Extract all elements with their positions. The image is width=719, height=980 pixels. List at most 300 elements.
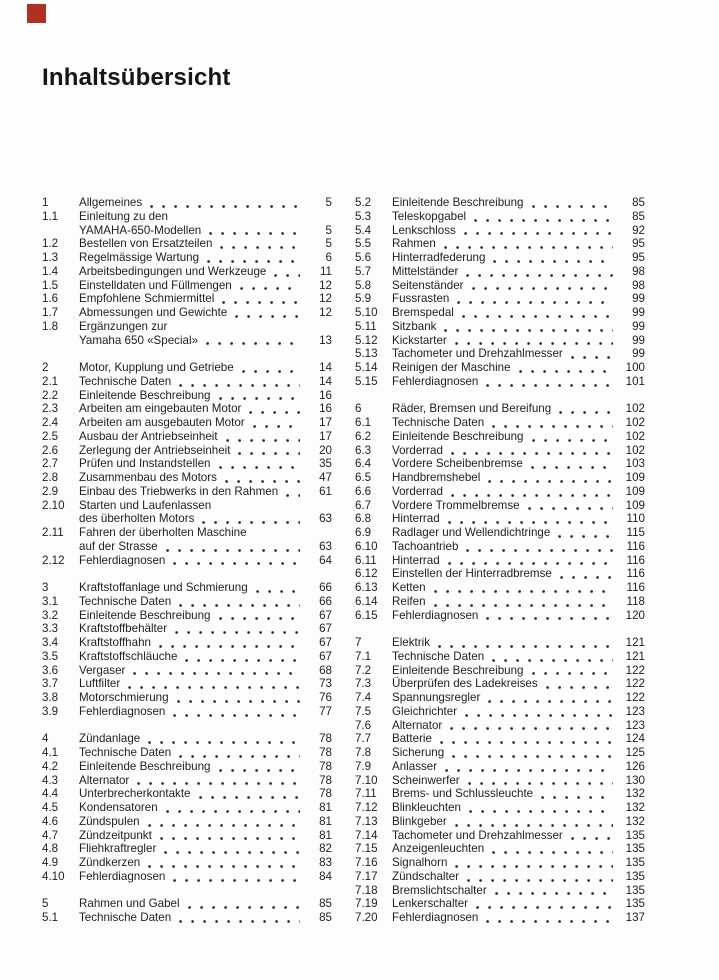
entry-page-number: 115 [626, 526, 645, 539]
toc-entry-row [355, 732, 645, 746]
entry-title: Fehlerdiagnosen [392, 374, 479, 388]
entry-title: Allgemeines [79, 196, 143, 209]
entry-page-number: 14 [319, 361, 332, 374]
dot-leader [220, 246, 300, 249]
toc-entry-row [42, 746, 332, 760]
toc-entry-row [42, 402, 332, 416]
dot-leader [492, 425, 613, 428]
toc-entry-row [42, 457, 332, 471]
entry-page-number: 78 [319, 759, 332, 773]
entry-number: 6.14 [355, 594, 378, 608]
entry-number: 7.12 [355, 801, 378, 814]
toc-entry-row [42, 375, 332, 389]
entry-title: Einleitung zu den [79, 209, 168, 223]
toc-entry-row [355, 677, 645, 691]
entry-page-number: 85 [632, 209, 645, 223]
toc-entry-row [355, 856, 645, 870]
dot-leader [150, 205, 300, 208]
entry-number: 6 [355, 402, 362, 416]
entry-page-number: 102 [625, 416, 645, 429]
dot-leader [559, 411, 613, 414]
entry-page-number: 121 [625, 636, 645, 649]
entry-number: 3.4 [42, 636, 59, 649]
toc-entry-row [355, 746, 645, 760]
dot-leader [185, 659, 300, 662]
dot-leader [444, 246, 613, 249]
toc-entry-row [355, 540, 645, 554]
entry-number: 3.2 [42, 608, 59, 622]
toc-entry-row [42, 292, 332, 306]
dot-leader [173, 879, 300, 882]
entry-number: 6.1 [355, 416, 372, 429]
toc-section-left-0 [42, 196, 332, 347]
entry-page-number: 109 [625, 498, 645, 512]
toc-entry-row [42, 650, 332, 664]
toc-entry-row [42, 705, 332, 719]
entry-number: 6.11 [355, 553, 377, 567]
toc-entry-row [42, 471, 332, 485]
entry-title: Hinterrad [392, 512, 440, 526]
dot-leader [179, 604, 300, 607]
entry-title: Bremspedal [392, 306, 454, 319]
entry-title: Handbremshebel [392, 471, 481, 484]
toc-entry-row [355, 650, 645, 664]
entry-number: 2.5 [42, 429, 59, 443]
toc-entry-row [355, 801, 645, 815]
entry-page-number: 98 [632, 264, 645, 278]
entry-number: 7.15 [355, 842, 378, 856]
entry-title: Kraftstoffschläuche [79, 649, 178, 663]
entry-title: Zündzeitpunkt [79, 828, 152, 842]
entry-title: Fehlerdiagnosen [79, 704, 166, 718]
entry-page-number: 67 [319, 649, 332, 663]
dot-leader [476, 906, 613, 909]
entry-number: 2 [42, 361, 49, 374]
entry-title: Anlasser [392, 759, 438, 773]
toc-entry-row [42, 691, 332, 705]
toc-section-left-4 [42, 897, 332, 925]
entry-number: 3.8 [42, 691, 59, 704]
entry-title: Sicherung [392, 746, 445, 759]
entry-number: 2.8 [42, 471, 59, 484]
entry-title: Prüfen und Instandstellen [79, 457, 211, 471]
entry-number: 3.7 [42, 677, 59, 691]
entry-title: Reifen [392, 594, 426, 608]
entry-page-number: 125 [625, 746, 645, 759]
entry-page-number: 124 [625, 732, 645, 746]
dot-leader [465, 714, 613, 717]
entry-page-number: 101 [625, 374, 645, 388]
dot-leader [438, 645, 613, 648]
entry-title: Rahmen [392, 237, 436, 251]
entry-page-number: 64 [319, 553, 332, 567]
entry-number: 6.13 [355, 581, 378, 594]
entry-title: Starten und Laufenlassen [79, 498, 212, 512]
dot-leader [148, 824, 300, 827]
toc-entry-row [355, 705, 645, 719]
entry-page-number: 92 [632, 223, 645, 237]
toc-entry-row [42, 237, 332, 251]
dot-leader [531, 466, 613, 469]
toc-section-right-2 [355, 636, 645, 925]
entry-title: Kraftstoffanlage und Schmierung [79, 581, 248, 594]
entry-page-number: 78 [319, 787, 332, 801]
toc-column-right [355, 196, 645, 925]
dot-leader [207, 260, 300, 263]
entry-page-number: 99 [632, 306, 645, 319]
entry-number: 3 [42, 581, 49, 594]
entry-title: Unterbrecherkontakte [79, 787, 191, 801]
entry-title: Vergaser [79, 663, 126, 677]
dot-leader [179, 755, 300, 758]
dot-leader [434, 590, 613, 593]
entry-page-number: 132 [625, 787, 645, 801]
dot-leader [448, 562, 613, 565]
entry-title: Vorderrad [392, 484, 443, 498]
entry-page-number: 78 [319, 773, 332, 787]
dot-leader [451, 494, 613, 497]
entry-page-number: 135 [625, 869, 645, 883]
entry-page-number: 14 [319, 374, 332, 388]
entry-number: 5.13 [355, 347, 378, 361]
dot-leader [532, 672, 614, 675]
dot-leader [219, 769, 301, 772]
entry-page-number: 99 [632, 333, 645, 347]
entry-page-number: 68 [319, 663, 332, 677]
toc-entry-row [355, 320, 645, 334]
toc-entry-row [42, 512, 332, 526]
dot-leader [455, 342, 613, 345]
entry-page-number: 82 [319, 842, 332, 856]
toc-entry-row [42, 760, 332, 774]
dot-leader [219, 617, 301, 620]
toc-entry-row [42, 430, 332, 444]
entry-title: Sitzbank [392, 319, 437, 333]
entry-page-number: 123 [625, 704, 645, 718]
entry-number: 2.12 [42, 553, 65, 567]
dot-leader [222, 301, 300, 304]
toc-entry-row [355, 760, 645, 774]
entry-title: Fahren der überholten Maschine [79, 526, 247, 539]
entry-page-number: 12 [319, 278, 332, 292]
toc-entry-row [355, 774, 645, 788]
toc-entry-row [355, 251, 645, 265]
entry-number: 5.3 [355, 209, 372, 223]
dot-leader [455, 865, 613, 868]
entry-page-number: 67 [319, 636, 332, 649]
dot-leader [528, 507, 613, 510]
toc-entry-row [355, 595, 645, 609]
toc-entry-row [42, 554, 332, 568]
entry-title: Luftfilter [79, 677, 121, 691]
entry-title: Reinigen der Maschine [392, 361, 511, 374]
dot-leader [546, 686, 613, 689]
entry-page-number: 84 [319, 869, 332, 883]
toc-entry-row [42, 897, 332, 911]
entry-number: 6.4 [355, 457, 372, 471]
entry-title: Scheinwerfer [392, 773, 460, 787]
entry-title: Alternator [392, 718, 443, 732]
entry-page-number: 85 [319, 911, 332, 924]
entry-number: 6.7 [355, 498, 372, 512]
entry-title: Arbeiten am eingebauten Motor [79, 402, 242, 416]
entry-title: Seitenständer [392, 278, 464, 292]
toc-entry-row [355, 334, 645, 348]
toc-entry-row [355, 911, 645, 925]
entry-page-number: 95 [632, 251, 645, 264]
entry-number: 6.8 [355, 512, 372, 526]
entry-number: 1.1 [42, 209, 59, 223]
entry-page-number: 120 [625, 608, 645, 622]
toc-entry-row [42, 389, 332, 403]
dot-leader [452, 755, 613, 758]
dot-leader [235, 315, 300, 318]
toc-entry-row [355, 526, 645, 540]
page-title: Inhaltsübersicht [42, 64, 231, 91]
entry-page-number: 135 [625, 883, 645, 897]
dot-leader [256, 590, 300, 593]
entry-page-number: 122 [625, 663, 645, 677]
entry-number: 6.3 [355, 443, 372, 457]
entry-number: 7.6 [355, 718, 372, 732]
entry-number: 7.11 [355, 787, 377, 801]
dot-leader [274, 274, 300, 277]
entry-page-number: 67 [319, 622, 332, 636]
dot-leader [444, 329, 613, 332]
dot-leader [493, 260, 613, 263]
toc-entry-row [42, 361, 332, 375]
toc-entry-row [42, 279, 332, 293]
entry-number: 1.6 [42, 292, 59, 306]
entry-title: Brems- und Schlussleuchte [392, 787, 534, 801]
entry-number: 6.10 [355, 539, 378, 553]
entry-page-number: 116 [626, 581, 645, 594]
entry-number: 1.8 [42, 319, 59, 333]
dot-leader [242, 370, 300, 373]
entry-number: 6.12 [355, 567, 378, 581]
entry-number: 5.10 [355, 306, 378, 319]
dot-leader [159, 645, 300, 648]
entry-page-number: 122 [625, 677, 645, 691]
entry-number: 5.11 [355, 319, 377, 333]
toc-entry-row [355, 237, 645, 251]
entry-page-number: 118 [626, 594, 645, 608]
entry-number: 7.1 [355, 649, 372, 663]
entry-title: Zündschalter [392, 869, 460, 883]
entry-title: Lenkerschalter [392, 897, 469, 911]
entry-page-number: 109 [625, 471, 645, 484]
entry-number: 7.8 [355, 746, 372, 759]
entry-page-number: 61 [319, 484, 332, 498]
dot-leader [148, 741, 300, 744]
dot-leader [440, 741, 613, 744]
toc-entry-row [355, 347, 645, 361]
entry-page-number: 5 [325, 196, 332, 209]
entry-page-number: 102 [625, 429, 645, 443]
entry-number: 2.10 [42, 498, 65, 512]
entry-number: 5 [42, 897, 49, 911]
entry-page-number: 98 [632, 278, 645, 292]
toc-entry-row [42, 320, 332, 334]
entry-page-number: 35 [319, 457, 332, 471]
toc-entry-row [42, 664, 332, 678]
toc-entry-row [355, 815, 645, 829]
toc-entry-row [355, 361, 645, 375]
entry-number: 6.9 [355, 526, 372, 539]
entry-title: Räder, Bremsen und Bereifung [392, 402, 552, 416]
toc-entry-row [42, 870, 332, 884]
dot-leader [226, 439, 300, 442]
dot-leader [519, 370, 613, 373]
entry-title: Fliehkraftregler [79, 842, 157, 856]
toc-entry-row [355, 897, 645, 911]
entry-number: 7.2 [355, 663, 372, 677]
entry-title: Radlager und Wellendichtringe [392, 526, 551, 539]
toc-entry-row [355, 430, 645, 444]
entry-title: Abmessungen und Gewichte [79, 306, 228, 319]
entry-number: 2.7 [42, 457, 59, 471]
dot-leader [179, 384, 300, 387]
entry-title: Einleitende Beschreibung [392, 663, 524, 677]
entry-title: Tachometer und Drehzahlmesser [392, 347, 563, 361]
entry-page-number: 99 [632, 292, 645, 306]
entry-number: 5.6 [355, 251, 372, 264]
dot-leader [173, 562, 300, 565]
dot-leader [472, 287, 613, 290]
toc-columns [42, 196, 645, 925]
entry-title: Technische Daten [79, 594, 172, 608]
entry-title: Zündanlage [79, 732, 141, 746]
toc-entry-row [355, 554, 645, 568]
entry-number: 7.5 [355, 704, 372, 718]
entry-page-number: 137 [625, 911, 645, 924]
toc-entry-row [42, 609, 332, 623]
toc-entry-row [42, 224, 332, 238]
entry-number: 5.7 [355, 264, 372, 278]
toc-section-right-1 [355, 402, 645, 622]
dot-leader [175, 631, 300, 634]
dot-leader [466, 549, 613, 552]
dot-leader [450, 727, 613, 730]
entry-title: Zerlegung der Antriebseinheit [79, 443, 231, 457]
entry-page-number: 16 [319, 402, 332, 416]
dot-leader [455, 824, 613, 827]
entry-title: Ergänzungen zur [79, 319, 168, 333]
entry-number: 2.6 [42, 443, 59, 457]
toc-entry-row [42, 622, 332, 636]
entry-page-number: 76 [319, 691, 332, 704]
entry-page-number: 130 [625, 773, 645, 787]
entry-number: 6.6 [355, 484, 372, 498]
entry-title: Einbau des Triebwerks in den Rahmen [79, 484, 279, 498]
entry-page-number: 99 [632, 319, 645, 333]
entry-number: 2.2 [42, 388, 59, 402]
entry-title: Alternator [79, 773, 130, 787]
dot-leader [468, 782, 613, 785]
entry-title: Rahmen und Gabel [79, 897, 180, 911]
toc-entry-row [355, 444, 645, 458]
dot-leader [240, 287, 300, 290]
entry-page-number: 99 [632, 347, 645, 361]
dot-leader [160, 837, 300, 840]
entry-number: 7.10 [355, 773, 378, 787]
entry-number: 6.5 [355, 471, 372, 484]
entry-number: 3.6 [42, 663, 59, 677]
entry-title: Einleitende Beschreibung [79, 608, 211, 622]
toc-entry-row [355, 719, 645, 733]
entry-title: Motor, Kupplung und Getriebe [79, 361, 234, 374]
dot-leader [492, 659, 613, 662]
entry-page-number: 73 [319, 677, 332, 691]
entry-number: 5.14 [355, 361, 378, 374]
entry-page-number: 116 [626, 567, 645, 581]
entry-title: Motorschmierung [79, 691, 169, 704]
entry-title: Kondensatoren [79, 801, 158, 814]
dot-leader [486, 617, 613, 620]
entry-page-number: 132 [625, 814, 645, 828]
entry-page-number: 66 [319, 594, 332, 608]
dot-leader [225, 480, 300, 483]
entry-page-number: 116 [626, 539, 645, 553]
red-corner-mark [27, 4, 46, 23]
entry-title: Einstellen der Hinterradbremse [392, 567, 552, 581]
toc-entry-row [355, 485, 645, 499]
toc-entry-row [42, 815, 332, 829]
toc-entry-row [42, 732, 332, 746]
entry-page-number: 135 [625, 828, 645, 842]
toc-entry-row [42, 485, 332, 499]
entry-page-number: 102 [625, 402, 645, 416]
entry-number: 4.1 [42, 746, 59, 759]
entry-title: Fehlerdiagnosen [392, 911, 479, 924]
dot-leader [467, 879, 613, 882]
toc-entry-row [355, 416, 645, 430]
entry-page-number: 110 [626, 512, 645, 526]
entry-number: 2.11 [42, 526, 64, 539]
entry-title: Blinkgeber [392, 814, 447, 828]
entry-number: 1.5 [42, 278, 59, 292]
entry-number: 1.7 [42, 306, 59, 319]
entry-page-number: 85 [319, 897, 332, 911]
entry-title: Anzeigenleuchten [392, 842, 485, 856]
entry-title: Einleitende Beschreibung [79, 759, 211, 773]
entry-title: Einleitende Beschreibung [79, 388, 211, 402]
toc-entry-row [355, 787, 645, 801]
entry-page-number: 17 [319, 416, 332, 429]
toc-entry-row [42, 636, 332, 650]
dot-leader [133, 672, 300, 675]
toc-entry-row [42, 306, 332, 320]
entry-number: 2.1 [42, 374, 59, 388]
entry-title: Mittelständer [392, 264, 459, 278]
toc-section-left-3 [42, 732, 332, 883]
entry-title: Regelmässige Wartung [79, 251, 200, 264]
dot-leader [188, 906, 300, 909]
entry-title: Bestellen von Ersatzteilen [79, 237, 213, 251]
toc-entry-row [42, 581, 332, 595]
toc-entry-row [355, 842, 645, 856]
entry-number: 7.18 [355, 883, 378, 897]
dot-leader [474, 219, 613, 222]
entry-page-number: 102 [625, 443, 645, 457]
entry-title: Kraftstoffhahn [79, 636, 151, 649]
entry-number: 1.4 [42, 264, 59, 278]
dot-leader [495, 892, 613, 895]
dot-leader [166, 810, 300, 813]
entry-page-number: 6 [325, 251, 332, 264]
entry-page-number: 16 [319, 388, 332, 402]
entry-number: 7.4 [355, 691, 372, 704]
